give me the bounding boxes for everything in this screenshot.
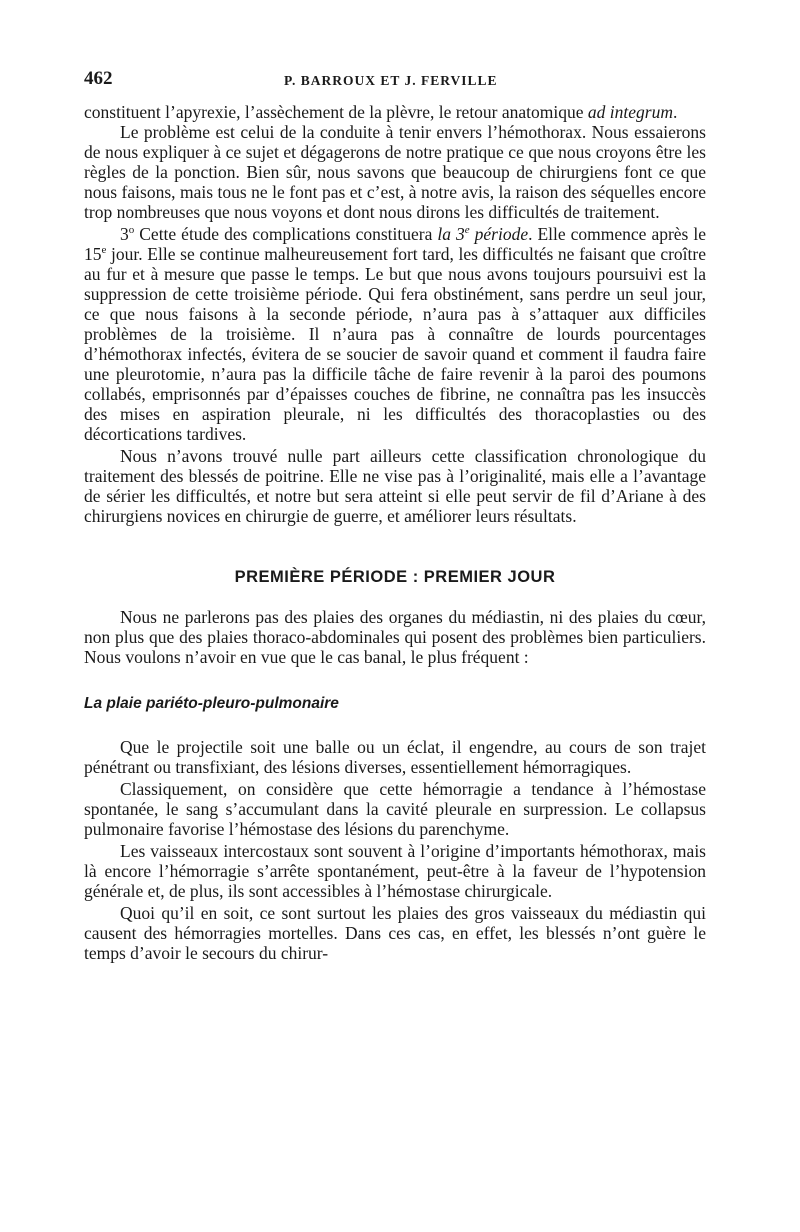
subsection-title: La plaie pariéto-pleuro-pulmonaire xyxy=(84,695,339,712)
running-head: P. BARROUX ET J. FERVILLE xyxy=(284,73,498,88)
body-text xyxy=(84,102,706,526)
paragraph-hemothorax-problem: Le problème est celui de la conduite à tenir envers l’hémothorax. Nous essaierons de nous expliquer à ce sujet et dégagerons de notre pratique ce que nous croyons être les règles de la ponction. Bien sûr, nous savons que beaucoup de chirurgiens font ce que nous faisons, mais tous ne le font pas et c’est, à notre avis, la raison des séquelles encore trop nombreuses que nous voyons et dont nous dirons les difficultés de traitement. xyxy=(84,122,706,222)
paragraph-section-intro: Nous ne parlerons pas des plaies des organes du médiastin, ni des plaies du cœur, non plus que des plaies thoraco-abdominales qui posent des problèmes bien particuliers. Nous voulons n’avoir en vue que le cas banal, le plus fréquent : xyxy=(84,607,706,667)
page-header xyxy=(84,68,706,102)
book-page xyxy=(84,68,706,963)
page-number: 462 xyxy=(84,68,113,89)
paragraph-intercostal-vessels: Les vaisseaux intercostaux sont souvent à l’origine d’importants hémothorax, mais là encore l’hémorragie s’arrête spontanément, peut-être à la faveur de l’hypotension générale et, de plus, ils sont accessibles à l’hémostase chirurgicale. xyxy=(84,841,706,901)
paragraph-continuation: constituent l’apyrexie, l’assèchement de la plèvre, le retour anatomique ad integrum. xyxy=(84,102,678,122)
section-title: PREMIÈRE PÉRIODE : PREMIER JOUR xyxy=(234,568,556,586)
paragraph-classification: Nous n’avons trouvé nulle part ailleurs cette classification chronologique du traitement des blessés de poitrine. Elle ne vise pas à l’originalité, mais elle a l’avantage de sérier les difficultés, et notre but sera atteint si elle peut servir de fil d’Ariane à des chirurgiens novices en chirurgie de guerre, et améliorer leurs résultats. xyxy=(84,446,706,526)
paragraph-third-period: 3$^o$ Cette étude des complications constituera la 3e période. Elle commence après le 15e jour. Elle se continue malheureusement fort tard, les difficultés ne faisant que croître au fur et à mesure que passe le temps. Le but que nous avons toujours poursuivi est la suppression de cette troisième période. Qui fera obstinément, sans perdre un seul jour, ce que nous faisons à la seconde période, n’aura pas à s’attaquer aux difficiles problèmes de la troisième. Il n’aura pas à connaître de lourds pourcentages d’hémothorax infectés, évitera de se soucier de savoir quand et comment il faudra faire une pleurotomie, n’aura pas la difficile tâche de faire revenir à la paroi des poumons collabés, emprisonnés par d’épaisses couches de fibrine, ne connaîtra pas les insuccès des mises en aspiration pleurale, ni les difficultés des thoracoplasties ou des décortications tardives. xyxy=(84,224,706,444)
paragraph-projectile: Que le projectile soit une balle ou un éclat, il engendre, au cours de son trajet pénétrant ou transfixiant, des lésions diverses, essentiellement hémorragiques. xyxy=(84,737,706,777)
paragraph-classically: Classiquement, on considère que cette hémorragie a tendance à l’hémostase spontanée, le sang s’accumulant dans la cavité pleurale en surpression. Le collapsus pulmonaire favorise l’hémostase des lésions du parenchyme. xyxy=(84,779,706,839)
paragraph-mediastinum: Quoi qu’il en soit, ce sont surtout les plaies des gros vaisseaux du médiastin qui causent des hémorragies mortelles. Dans ces cas, en effet, les blessés n’ont guère le temps d’avoir le secours du chirur- xyxy=(84,903,706,963)
